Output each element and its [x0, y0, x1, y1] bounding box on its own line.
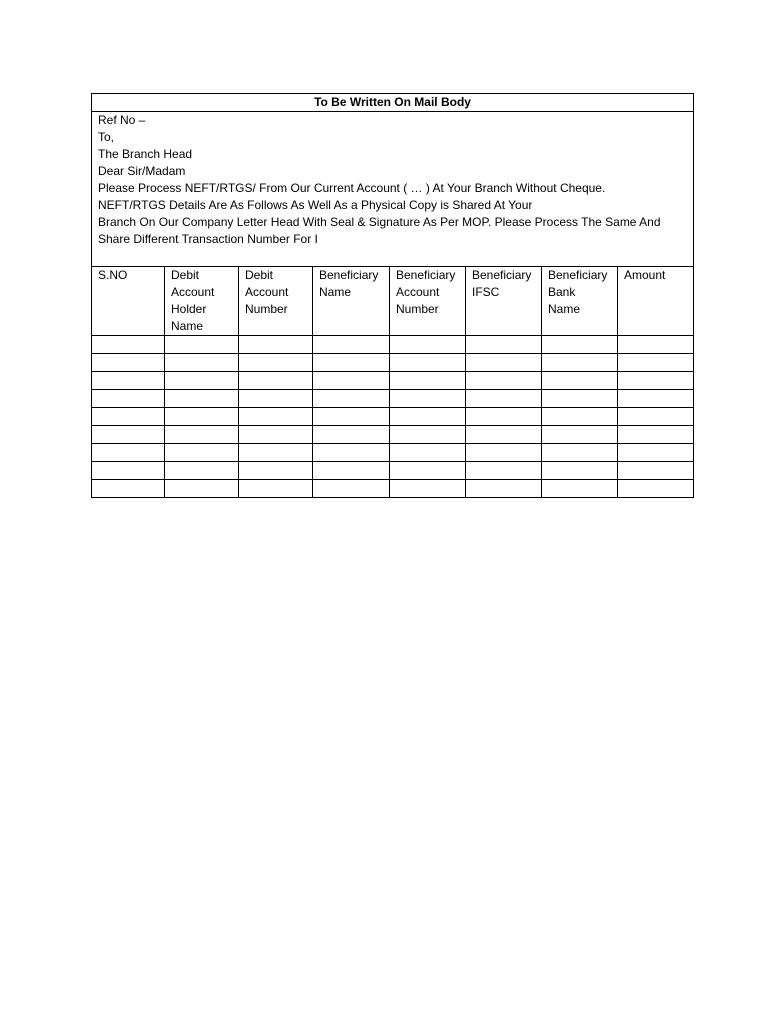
- table-cell: [542, 426, 618, 444]
- table-cell: [390, 336, 466, 354]
- recipient-line: The Branch Head: [98, 147, 193, 161]
- table-row: [92, 372, 694, 390]
- table-cell: [165, 480, 239, 498]
- table-cell: [466, 462, 542, 480]
- table-cell: [239, 336, 313, 354]
- table-cell: [165, 426, 239, 444]
- column-header-beneficiary-ifsc: [466, 267, 542, 336]
- table-cell: [313, 408, 390, 426]
- column-header-text: Beneficiary: [548, 268, 608, 282]
- table-cell: [542, 336, 618, 354]
- table-cell: [542, 390, 618, 408]
- salutation-to-line: To,: [98, 130, 115, 144]
- table-row: [92, 444, 694, 462]
- table-cell: [92, 426, 165, 444]
- column-header-text: Account: [245, 285, 289, 299]
- column-header-text: Account: [396, 285, 440, 299]
- table-cell: [239, 444, 313, 462]
- column-header-text: Debit: [245, 268, 274, 282]
- table-cell: [618, 336, 694, 354]
- table-cell: [618, 480, 694, 498]
- column-header-sno: [92, 267, 165, 336]
- ref-no-line: Ref No –: [98, 113, 146, 127]
- table-cell: [466, 390, 542, 408]
- table-row: [92, 408, 694, 426]
- document-title: To Be Written On Mail Body: [92, 94, 694, 112]
- column-header-text: Name: [319, 285, 352, 299]
- column-header-text: Beneficiary: [396, 268, 456, 282]
- table-cell: [239, 354, 313, 372]
- table-cell: [313, 390, 390, 408]
- table-cell: [618, 426, 694, 444]
- details-line: NEFT/RTGS Details Are As Follows As Well As a Physical Copy is Shared At Your: [98, 198, 533, 212]
- table-cell: [313, 462, 390, 480]
- table-cell: [92, 390, 165, 408]
- table-row: [92, 390, 694, 408]
- table-cell: [239, 426, 313, 444]
- table-cell: [313, 372, 390, 390]
- table-cell: [239, 390, 313, 408]
- column-header-row: [92, 267, 694, 336]
- table-row: [92, 354, 694, 372]
- table-cell: [466, 372, 542, 390]
- column-header-text: Number: [245, 302, 288, 316]
- table-cell: [542, 408, 618, 426]
- table-cell: [92, 480, 165, 498]
- table-cell: [542, 480, 618, 498]
- table-cell: [92, 354, 165, 372]
- transaction-line: Share Different Transaction Number For I: [98, 232, 318, 246]
- table-cell: [313, 426, 390, 444]
- table-cell: [618, 372, 694, 390]
- table-cell: [466, 408, 542, 426]
- column-header-text: Beneficiary: [319, 268, 379, 282]
- table-cell: [313, 336, 390, 354]
- column-header-text: Name: [171, 319, 204, 333]
- column-header-text: Name: [548, 302, 581, 316]
- table-cell: [165, 444, 239, 462]
- table-cell: [542, 462, 618, 480]
- table-cell: [390, 390, 466, 408]
- table-cell: [542, 444, 618, 462]
- greeting-line: Dear Sir/Madam: [98, 164, 186, 178]
- table-cell: [313, 444, 390, 462]
- column-header-text: S.NO: [98, 268, 128, 282]
- column-header-text: Debit: [171, 268, 200, 282]
- column-header-text: IFSC: [472, 285, 500, 299]
- table-cell: [92, 372, 165, 390]
- table-cell: [618, 354, 694, 372]
- column-header-text: Bank: [548, 285, 576, 299]
- column-header-debit-account-number: [239, 267, 313, 336]
- table-row: [92, 480, 694, 498]
- table-cell: [390, 462, 466, 480]
- mail-body-table: [91, 93, 694, 498]
- table-row: [92, 336, 694, 354]
- table-cell: [92, 408, 165, 426]
- letter-body: [92, 112, 694, 267]
- table-cell: [92, 336, 165, 354]
- table-cell: [390, 372, 466, 390]
- table-cell: [313, 480, 390, 498]
- table-cell: [618, 408, 694, 426]
- table-cell: [165, 462, 239, 480]
- letter-body-row: [92, 112, 694, 267]
- table-cell: [466, 480, 542, 498]
- table-row: [92, 462, 694, 480]
- table-cell: [165, 336, 239, 354]
- table-cell: [466, 426, 542, 444]
- table-cell: [390, 354, 466, 372]
- table-cell: [165, 354, 239, 372]
- table-cell: [466, 444, 542, 462]
- title-row: [92, 94, 694, 112]
- column-header-debit-account-holder-name: [165, 267, 239, 336]
- table-cell: [313, 354, 390, 372]
- table-cell: [239, 462, 313, 480]
- table-cell: [165, 390, 239, 408]
- column-header-text: Amount: [624, 268, 666, 282]
- table-cell: [92, 444, 165, 462]
- column-header-beneficiary-account-number: [390, 267, 466, 336]
- table-cell: [390, 480, 466, 498]
- column-header-text: Holder: [171, 302, 207, 316]
- table-cell: [618, 444, 694, 462]
- column-header-beneficiary-bank-name: [542, 267, 618, 336]
- table-row: [92, 426, 694, 444]
- table-cell: [542, 354, 618, 372]
- column-header-beneficiary-name: [313, 267, 390, 336]
- table-cell: [390, 426, 466, 444]
- table-cell: [165, 372, 239, 390]
- column-header-text: Number: [396, 302, 439, 316]
- table-cell: [165, 408, 239, 426]
- table-cell: [466, 354, 542, 372]
- table-cell: [239, 372, 313, 390]
- column-header-text: Beneficiary: [472, 268, 532, 282]
- column-header-text: Account: [171, 285, 215, 299]
- table-cell: [239, 408, 313, 426]
- data-rows: [92, 336, 694, 498]
- letterhead-line: Branch On Our Company Letter Head With Seal & Signature As Per MOP. Please Process The Same And: [98, 215, 661, 229]
- table-cell: [390, 408, 466, 426]
- table-cell: [390, 444, 466, 462]
- table-cell: [618, 390, 694, 408]
- request-line: Please Process NEFT/RTGS/ From Our Current Account ( … ) At Your Branch Without Cheque.: [98, 181, 606, 195]
- table-cell: [92, 462, 165, 480]
- column-header-amount: [618, 267, 694, 336]
- table-cell: [239, 480, 313, 498]
- table-cell: [542, 372, 618, 390]
- table-cell: [618, 462, 694, 480]
- table-cell: [466, 336, 542, 354]
